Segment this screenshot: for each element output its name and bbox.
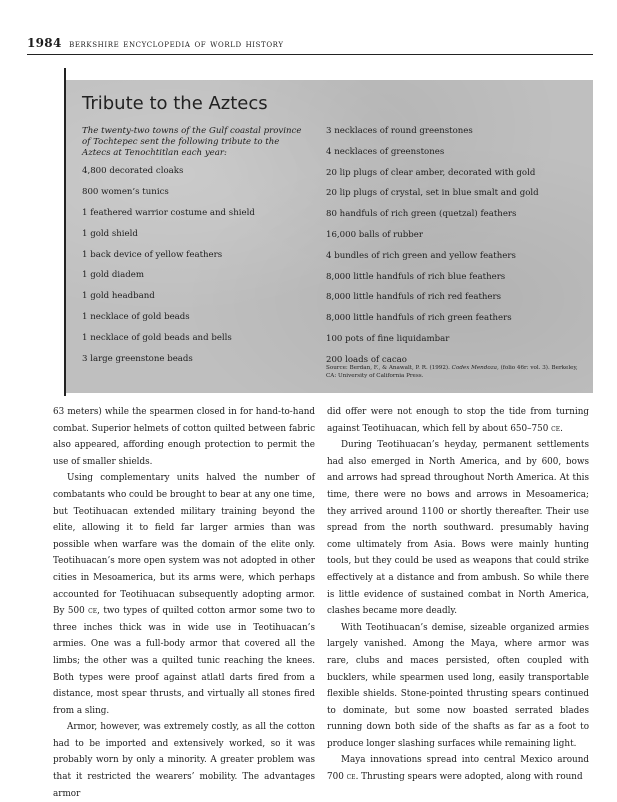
body-column-right (327, 404, 589, 786)
body-paragraph: With Teotihuacan’s demise, sizeable organized armies largely vanished. Among the Maya, where armor was rare, clubs and maces persisted, often coupled with bucklers, while spearmen used long, easily transportable flexible shields. Stone-pointed thrusting spears continued to dominate, but some now boasted serrated blades running down both side of the shafts as far as a foot to produce longer slashing surfaces while remaining light. (327, 622, 589, 749)
tribute-item: 3 necklaces of round greenstones (326, 126, 473, 136)
tribute-item: 1 back device of yellow feathers (82, 249, 223, 260)
body-paragraph: During Teotihuacan’s heyday, permanent settlements had also emerged in North America, and by 600, bows and arrows had spread throughout North America. At this time, there were no bows and arrows in Mesoamerica; they arrived around 1100 or shortly thereafter. Their use spread from the north southward. presumably having come ultimately from Asia. Bows were mainly hunting tools, but they could be used as weapons that could strike effectively at a distance and from ambush. So while there is little evidence of sustained combat in North America, clashes became more deadly. (327, 440, 589, 617)
tribute-item: 8,000 little handfuls of rich blue feathers (326, 271, 506, 282)
tribute-item: 4 necklaces of greenstones (326, 146, 445, 157)
tribute-item: 800 women’s tunics (82, 187, 169, 198)
era-abbreviation: ce (88, 606, 98, 617)
body-column-left (53, 404, 315, 802)
tribute-item: 8,000 little handfuls of rich green feathers (326, 313, 512, 324)
sidebar-right-column (326, 126, 586, 376)
source-publication: (folio 46r: vol. 3). Berkeley, CA: University of California Press. (326, 365, 578, 379)
tribute-item: 1 necklace of gold beads (82, 311, 190, 322)
era-abbreviation: ce (346, 772, 356, 783)
body-paragraph: Armor, however, was extremely costly, as all the cotton had to be imported and extensively worked, so it was probably worn by only a minority. A greater problem was that it restricted the wearers’ mobility. The advantages armor (53, 722, 315, 799)
tribute-item: 200 loads of cacao (326, 354, 407, 365)
tribute-item: 1 gold shield (82, 228, 138, 239)
tribute-item: 20 lip plugs of crystal, set in blue smalt and gold (326, 188, 539, 199)
sidebar-title: Tribute to the Aztecs (82, 93, 268, 114)
tribute-item: 4,800 decorated cloaks (82, 166, 184, 177)
sidebar-rule (64, 68, 66, 396)
tribute-item: 4 bundles of rich green and yellow feathers (326, 250, 516, 261)
tribute-item: 1 necklace of gold beads and bells (82, 332, 232, 343)
running-title: berkshire encyclopedia of world history (69, 38, 284, 50)
tribute-item: 80 handfuls of rich green (quetzal) feathers (326, 209, 517, 220)
era-abbreviation: ce (551, 423, 561, 434)
tribute-item: 16,000 balls of rubber (326, 229, 423, 240)
source-work-title: Codex Mendoza, (451, 365, 499, 371)
header-rule (27, 54, 593, 55)
sidebar-intro: The twenty-two towns of the Gulf coastal province of Tochtepec sent the following tribute to the Aztecs at Tenochtitlan each year: (82, 126, 302, 158)
source-citation: Source: Berdan, F., & Anawalt, P. R. (1992). (326, 365, 450, 371)
tribute-item: 3 large greenstone beads (82, 353, 193, 364)
tribute-item: 8,000 little handfuls of rich red feathers (326, 292, 502, 303)
tribute-item: 1 feathered warrior costume and shield (82, 207, 255, 218)
tribute-item: 100 pots of fine liquidambar (326, 333, 450, 344)
body-paragraph: 63 meters) while the spearmen closed in for hand-to-hand combat. Superior helmets of cotton quilted between fabric also appeared, affording enough protection to permit the use of smaller shields. (53, 407, 315, 467)
body-paragraph: Using complementary units halved the number of combatants who could be brought to bear at any one time, but Teotihuacan extended military training beyond the elite, allowing it to field far larger armies than was possible when warfare was the domain of the elite only. Teotihuacan’s more open system was not adopted in other cities in Mesoamerica, but its arms were, which perhaps accounted for Teotihuacan subsequently adopting armor. By 500 ce, two types of quilted cotton armor some two to three inches thick was in wide use in Teotihuacan’s armies. One was a full-body armor that covered all the limbs; the other was a quilted tunic reaching the knees. Both types were proof against atlatl darts fired from a distance, most spear thrusts, and virtually all stones fired from a sling. (53, 473, 315, 716)
tribute-item: 20 lip plugs of clear amber, decorated with gold (326, 167, 536, 178)
running-header (27, 36, 284, 50)
tribute-item: 1 gold diadem (82, 270, 144, 281)
tribute-item: 1 gold headband (82, 291, 155, 302)
page-number: 1984 (27, 36, 62, 50)
sidebar-left-column (82, 126, 308, 374)
body-paragraph: did offer were not enough to stop the tide from turning against Teotihuacan, which fell by about 650–750 ce. (327, 407, 589, 434)
body-paragraph: Maya innovations spread into central Mexico around 700 ce. Thrusting spears were adopted, along with round (327, 755, 589, 783)
sidebar-source (326, 364, 588, 380)
